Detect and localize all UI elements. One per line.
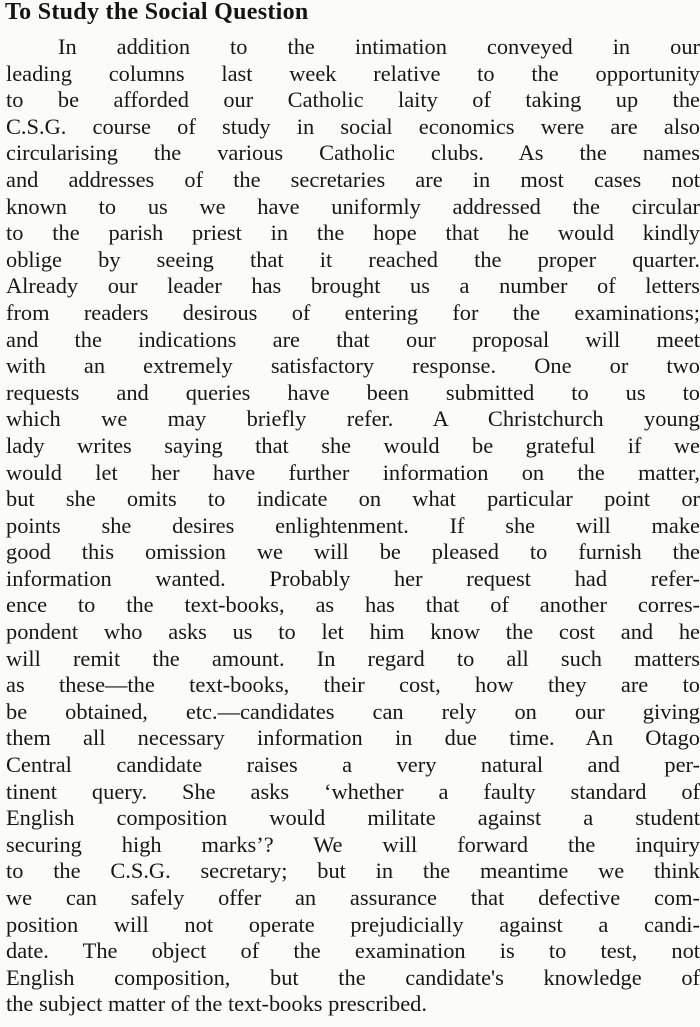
article-line: In addition to the intimation conveyed in our xyxy=(58,34,700,59)
article-line: information wanted. Probably her request had refer- xyxy=(6,565,700,591)
article-line: requests and queries have been submitted to us to xyxy=(6,379,700,405)
article-body xyxy=(6,34,700,1018)
article-line: known to us we have uniformly addressed the circular xyxy=(6,193,700,219)
article-line: which we may briefly refer. A Christchurch young xyxy=(6,406,700,432)
article-line: would let her have further information on the matter, xyxy=(6,459,700,485)
article-line: Central candidate raises a very natural and per- xyxy=(6,752,700,778)
article-line: date. The object of the examination is to test, not xyxy=(6,938,700,964)
article-line: English composition would militate against a student xyxy=(6,805,700,831)
article-line: but she omits to indicate on what particular point or xyxy=(6,486,700,512)
article-line: to the C.S.G. secretary; but in the meantime we think xyxy=(6,858,700,884)
article-line: lady writes saying that she would be grateful if we xyxy=(6,432,700,458)
article-line: position will not operate prejudicially against a candi- xyxy=(6,911,700,937)
article-line: as these—the text-books, their cost, how they are to xyxy=(6,672,700,698)
article-line: with an extremely satisfactory response. One or two xyxy=(6,353,700,379)
article-line: to the parish priest in the hope that he would kindly xyxy=(6,220,700,246)
article-title: To Study the Social Question xyxy=(5,0,309,25)
article-line: tinent query. She asks ‘whether a faulty standard of xyxy=(6,778,700,804)
article-line: will remit the amount. In regard to all such matters xyxy=(6,645,700,671)
article-line: C.S.G. course of study in social economics were are also xyxy=(6,113,700,139)
article-line: and the indications are that our proposal will meet xyxy=(6,326,700,352)
article-line: pondent who asks us to let him know the cost and he xyxy=(6,619,700,645)
article-line: we can safely offer an assurance that defective com- xyxy=(6,885,700,910)
article-line: to be afforded our Catholic laity of taking up the xyxy=(6,87,700,113)
article-line: and addresses of the secretaries are in most cases not xyxy=(6,166,700,192)
article-line: Already our leader has brought us a number of letters xyxy=(6,273,700,299)
article-line: ence to the text-books, as has that of another corres- xyxy=(6,592,700,618)
article-line: from readers desirous of entering for the examinations; xyxy=(6,299,700,325)
article-line: them all necessary information in due time. An Otago xyxy=(6,725,700,751)
article-line: leading columns last week relative to the opportunity xyxy=(6,60,700,86)
article-line: oblige by seeing that it reached the proper quarter. xyxy=(6,246,700,272)
article-line: good this omission we will be pleased to furnish the xyxy=(6,539,700,565)
article-line: the subject matter of the text-books prescribed. xyxy=(6,991,427,1017)
article-line: be obtained, etc.—candidates can rely on our giving xyxy=(6,698,700,724)
article-line: points she desires enlightenment. If she will make xyxy=(6,512,700,538)
article-line: English composition, but the candidate's knowledge of xyxy=(6,964,700,990)
article-line: securing high marks’? We will forward the inquiry xyxy=(6,831,700,857)
article-line: circularising the various Catholic clubs. As the names xyxy=(6,140,700,166)
